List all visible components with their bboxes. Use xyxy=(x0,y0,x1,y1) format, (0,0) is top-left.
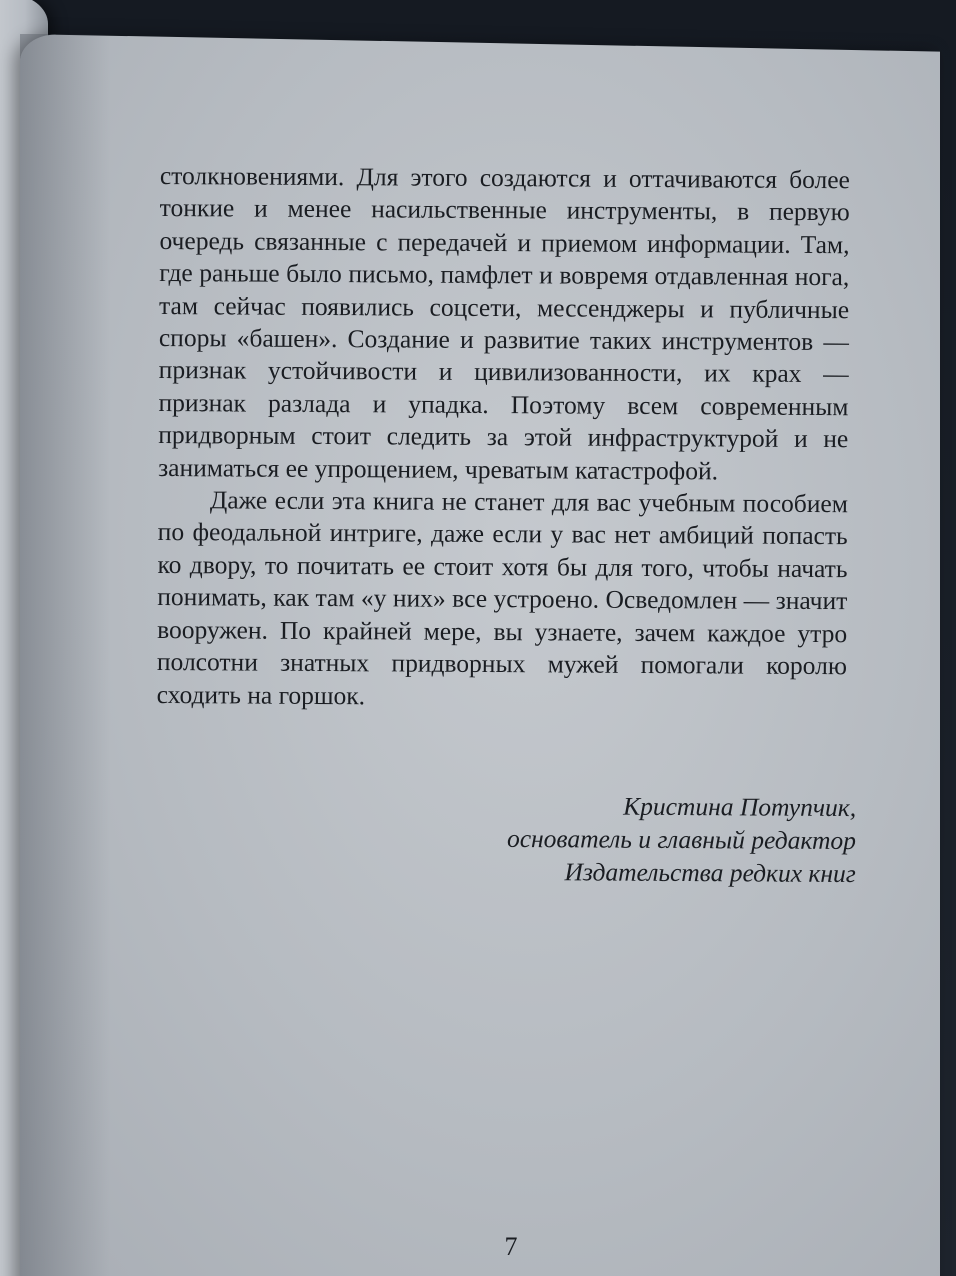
page-number: 7 xyxy=(504,1232,518,1261)
signature-block xyxy=(507,789,857,890)
signature-org: Издательства редких книг xyxy=(564,857,856,889)
paragraph-2: Даже если эта книга не станет для вас учебным пособием по феодальной интриге, даже если у вас нет амбиций попасть ко двору, то почитать ее стоит хотя бы для того, чтобы начать понимать, как там «у них» все устроено. Осведомлен — значит вооружен. По крайней мере, вы узнаете, зачем каждое утро полсотни знатных придворных мужей помогали королю сходить на горшок. xyxy=(156,485,849,710)
paragraph-1: столкновениями. Для этого создаются и оттачиваются более тонкие и менее насильственные инструменты, в первую очередь связанные с передачей и приемом информации. Там, где раньше было письмо, памфлет и вовремя отдавленная нога, там сейчас появились соцсети, мессенджеры и публичные споры «башен». Создание и развитие таких инструментов — признак устойчивости и цивилизованности, их крах — признак разлада и упадка. Поэтому всем современным придворным стоит следить за этой инфраструктурой и не заниматься ее упрощением, чреватым катастрофой. xyxy=(158,160,850,486)
page-body xyxy=(157,160,850,715)
signature-name: Кристина Потупчик, xyxy=(623,791,857,823)
signature-role: основатель и главный редактор xyxy=(506,823,857,856)
